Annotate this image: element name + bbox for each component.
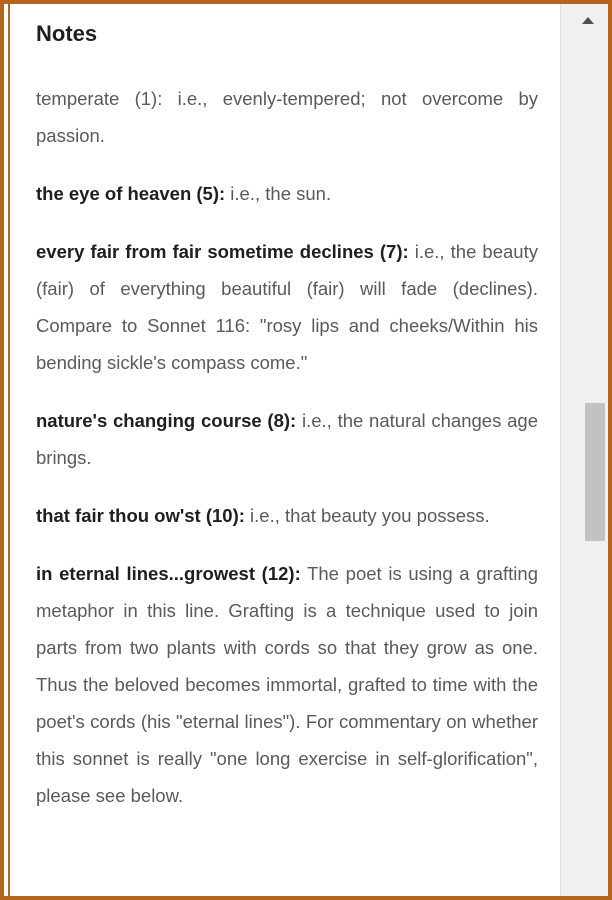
note-item <box>36 175 538 212</box>
note-item <box>36 402 538 476</box>
note-term: in eternal lines...growest (12): <box>36 563 301 584</box>
notes-panel <box>8 4 556 896</box>
note-text: i.e., the beauty (fair) of everything beautiful (fair) will fade (declines). Compare to Sonnet 116: "rosy lips and cheeks/Within his bending sickle's compass come." <box>36 241 538 373</box>
note-text: i.e., that beauty you possess. <box>244 505 490 526</box>
note-text: i.e., the natural changes age brings. <box>36 410 538 468</box>
note-text: The poet is using a grafting metaphor in this line. Grafting is a technique used to join parts from two plants with cords so that they grow as one. Thus the beloved becomes immortal, grafted to time with the poet's cords (his "eternal lines"). For commentary on whether this sonnet is really "one long exercise in self-glorification", please see below. <box>36 563 538 806</box>
note-item <box>36 555 538 814</box>
note-text: temperate (1): i.e., evenly-tempered; not overcome by passion. <box>36 88 538 146</box>
note-term: the eye of heaven (5): <box>36 183 226 204</box>
note-item <box>36 497 538 534</box>
vertical-scrollbar[interactable] <box>560 4 612 896</box>
note-item <box>36 80 538 154</box>
scroll-up-arrow-icon[interactable] <box>582 17 594 24</box>
note-term: every fair from fair sometime declines (7): <box>36 241 409 262</box>
note-item <box>36 233 538 381</box>
note-term: that fair thou ow'st (10): <box>36 505 245 526</box>
notes-title: Notes <box>36 21 98 46</box>
scrollbar-thumb[interactable] <box>585 403 605 541</box>
note-text: i.e., the sun. <box>225 183 332 204</box>
note-term: nature's changing course (8): <box>36 410 297 431</box>
